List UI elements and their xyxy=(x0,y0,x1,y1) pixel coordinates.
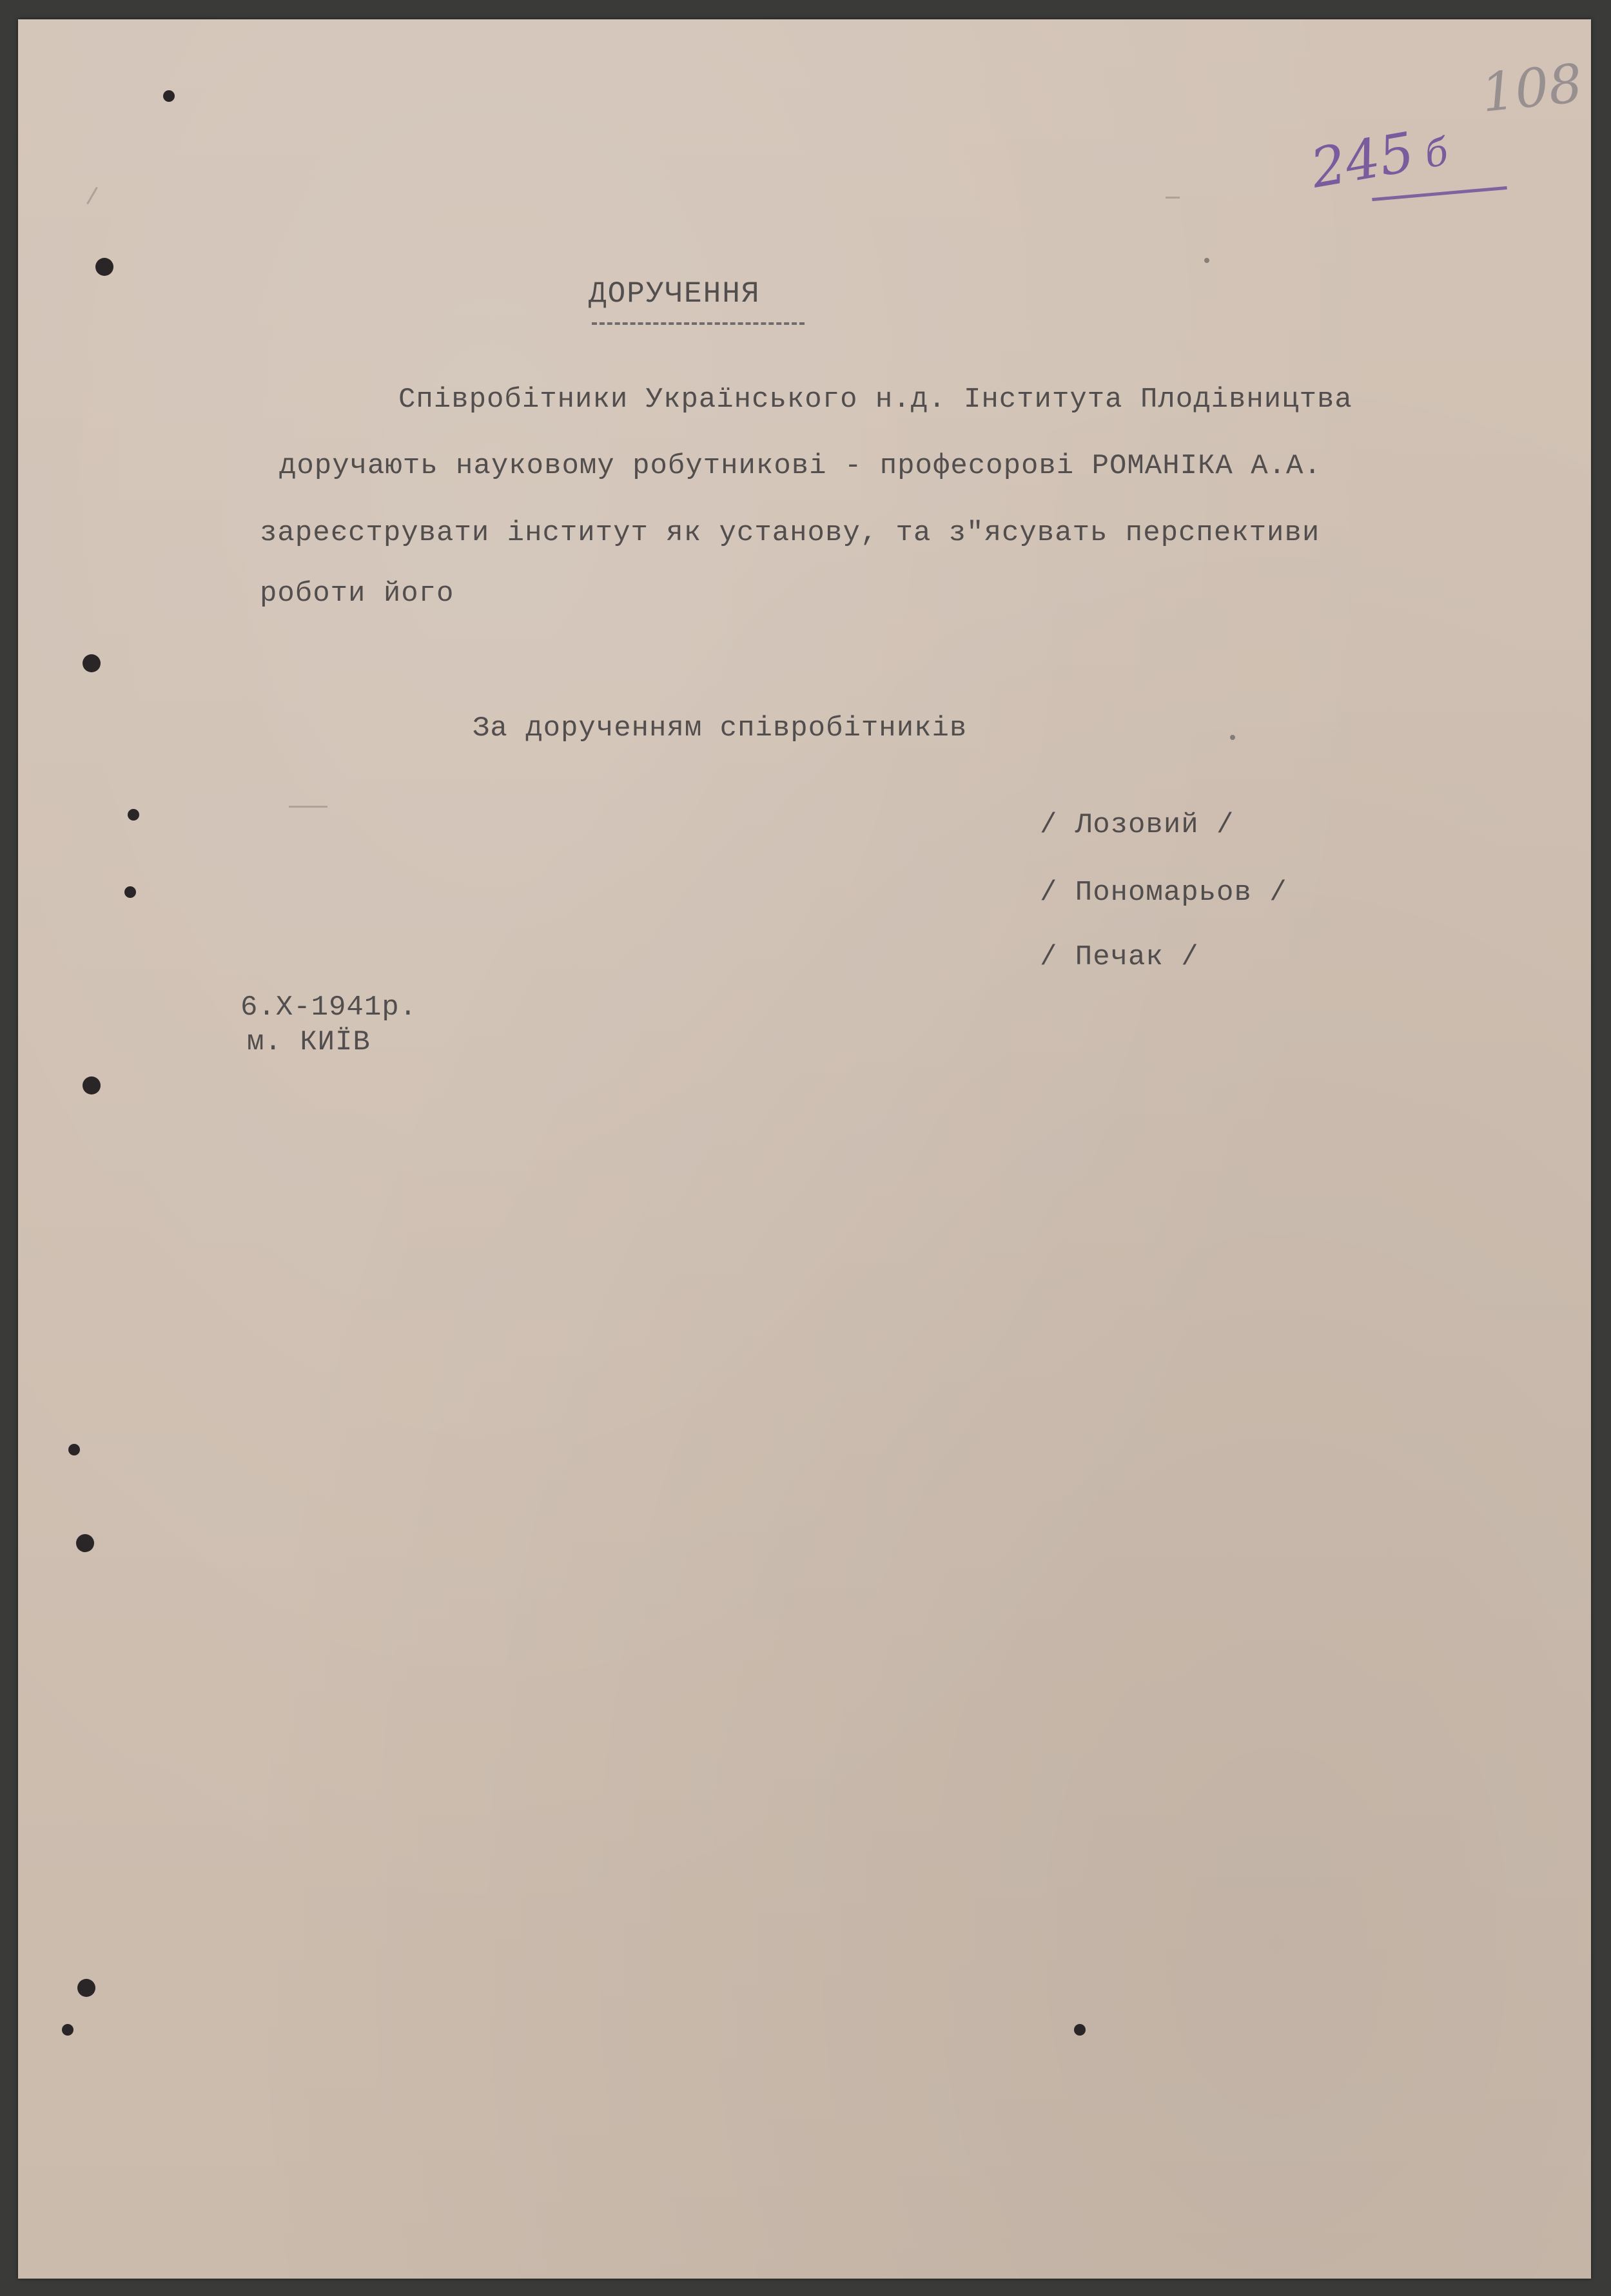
stamp-underline xyxy=(1372,186,1507,201)
body-line-2: доручають науковому робутникові - професорові РОМАНІКА А.А. xyxy=(279,450,1322,482)
document-title: ДОРУЧЕННЯ xyxy=(589,277,761,311)
paper-mark xyxy=(1166,197,1180,199)
binder-hole xyxy=(124,886,136,898)
body-line-1: Співробітники Українського н.д. Інститута Плодівництва xyxy=(398,384,1352,416)
binder-hole xyxy=(77,1979,95,1997)
inventory-stamp-number xyxy=(1306,114,1452,200)
binder-hole xyxy=(83,1076,101,1094)
document-place: м. КИЇВ xyxy=(247,1026,371,1058)
paper-speck xyxy=(1230,735,1235,740)
document-sheet xyxy=(18,19,1591,2279)
binder-hole xyxy=(83,654,101,672)
archive-page-number: 108 xyxy=(1478,53,1586,124)
binder-hole xyxy=(95,258,113,276)
body-line-4: роботи його xyxy=(260,578,454,610)
paper-speck xyxy=(1204,258,1209,263)
authorization-line: За дорученням співробітників xyxy=(473,712,968,744)
binder-hole xyxy=(163,90,175,102)
binder-hole xyxy=(62,2024,73,2036)
paper-mark xyxy=(289,806,327,808)
binder-hole xyxy=(76,1534,94,1552)
body-line-3: зареєструвати інститут як установу, та з"ясувать перспективи xyxy=(260,517,1320,549)
stamp-suffix: б xyxy=(1421,129,1452,177)
stamp-number: 245 xyxy=(1306,120,1420,200)
signatory-2: / Пономарьов / xyxy=(1040,877,1287,909)
paper-mark xyxy=(86,187,98,204)
document-date: 6.Х-1941р. xyxy=(240,991,418,1024)
signatory-1: / Лозовий / xyxy=(1040,809,1235,841)
title-underline xyxy=(592,322,805,325)
binder-hole xyxy=(68,1444,80,1455)
binder-hole xyxy=(1074,2024,1086,2036)
signatory-3: / Печак / xyxy=(1040,941,1199,973)
binder-hole xyxy=(128,809,139,821)
